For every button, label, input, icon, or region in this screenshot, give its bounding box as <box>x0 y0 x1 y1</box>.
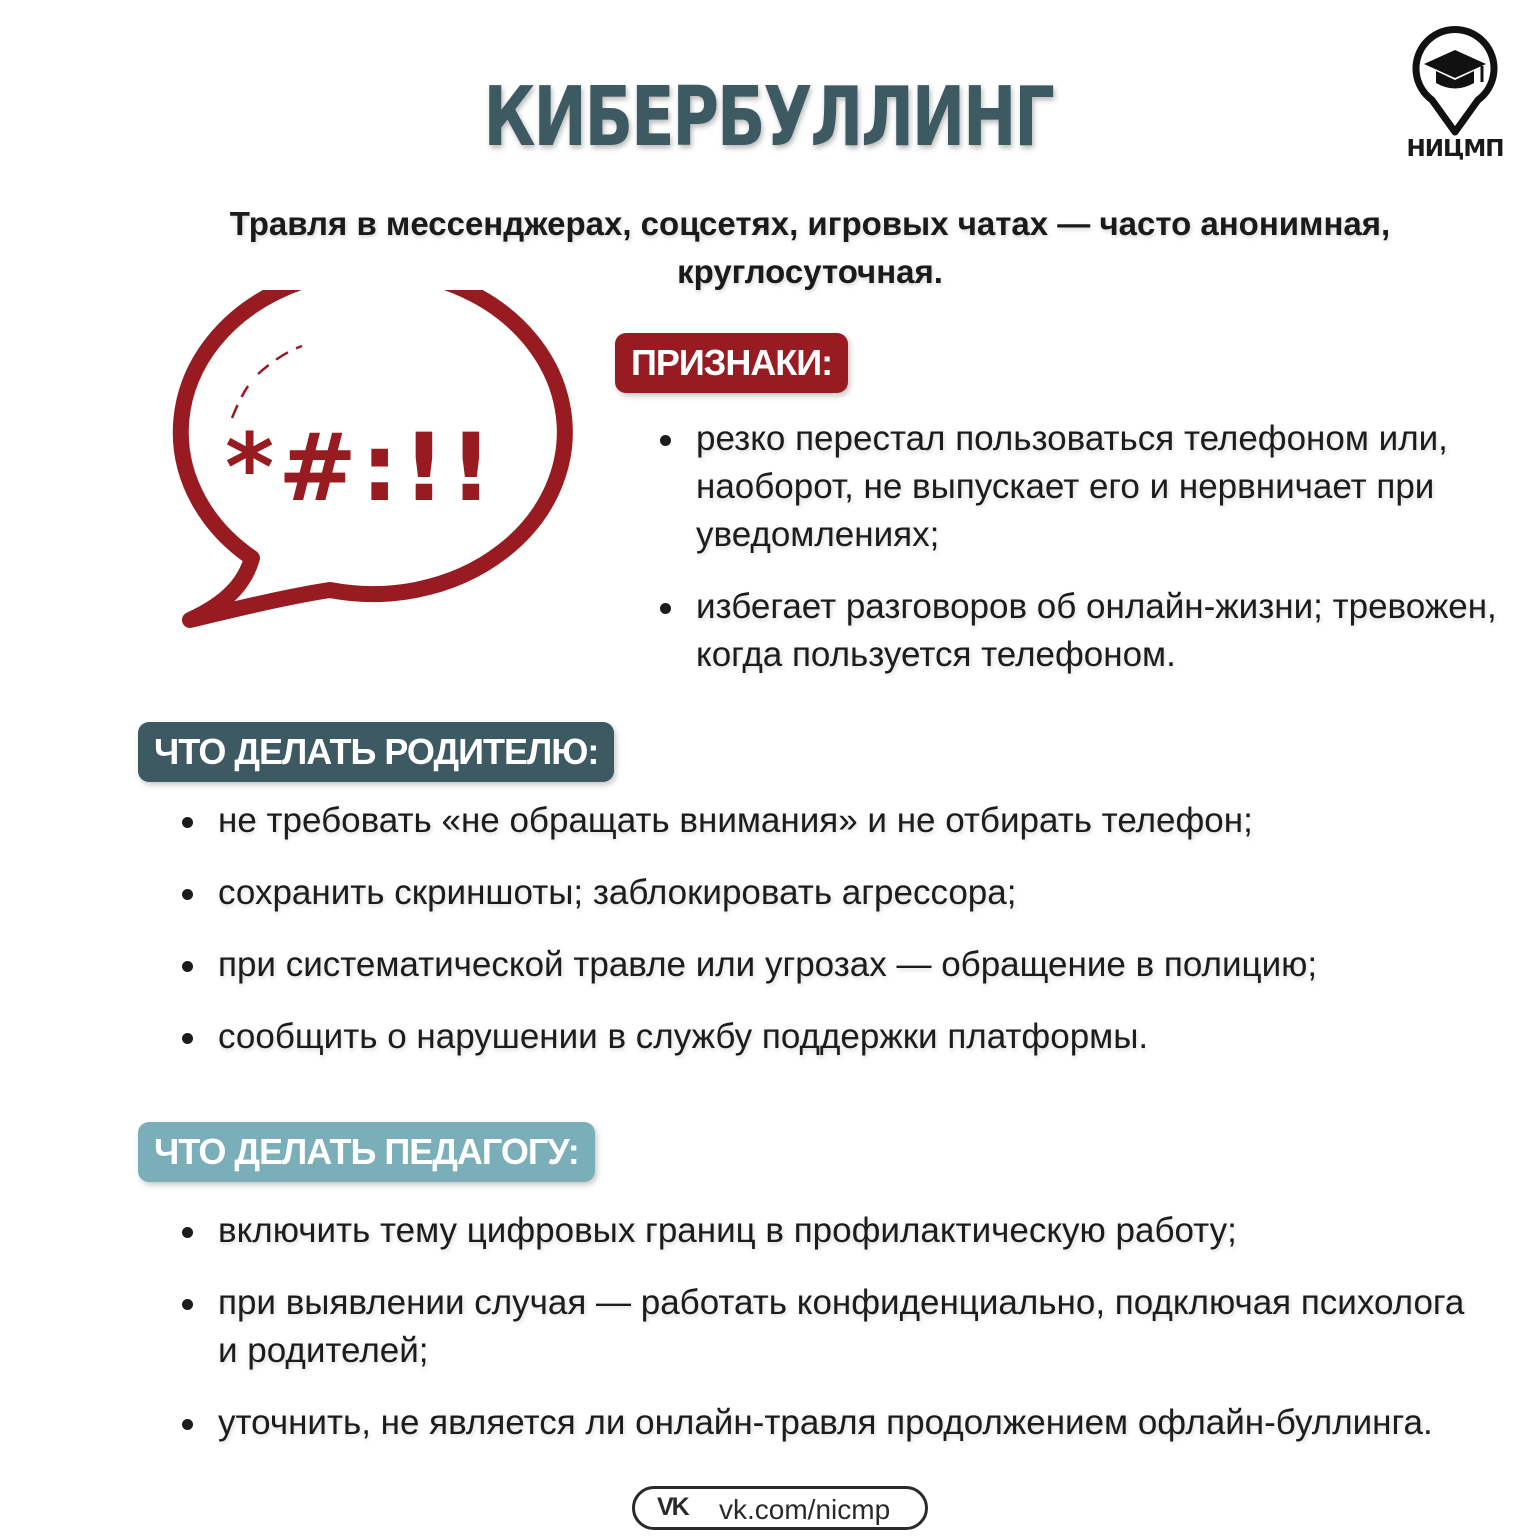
swear-symbols: *#:!! <box>225 414 497 523</box>
page-title: КИБЕРБУЛЛИНГ <box>483 70 1053 165</box>
list-item: сохранить скриншоты; заблокировать агрессора; <box>180 869 1480 917</box>
logo <box>1396 20 1514 162</box>
speech-bubble-swear-icon <box>170 290 580 645</box>
signs-list <box>658 415 1498 703</box>
graduation-cap-pin-icon <box>1410 20 1500 138</box>
list-item: сообщить о нарушении в службу поддержки платформы. <box>180 1013 1480 1061</box>
vk-url[interactable]: vk.com/nicmp <box>719 1494 891 1525</box>
teacher-list <box>180 1207 1480 1471</box>
list-item: включить тему цифровых границ в профилактическую работу; <box>180 1207 1480 1255</box>
parent-heading: ЧТО ДЕЛАТЬ РОДИТЕЛЮ: <box>138 722 614 782</box>
list-item: избегает разговоров об онлайн-жизни; тревожен, когда пользуется телефоном. <box>658 583 1498 679</box>
subtitle: Травля в мессенджерах, соцсетях, игровых чатах — часто анонимная, круглосуточная. <box>229 205 1391 290</box>
list-item: уточнить, не является ли онлайн-травля продолжением офлайн-буллинга. <box>180 1399 1480 1447</box>
logo-text: НИЦМП <box>1406 136 1504 162</box>
teacher-heading: ЧТО ДЕЛАТЬ ПЕДАГОГУ: <box>138 1122 595 1182</box>
list-item: при систематической травле или угрозах — обращение в полицию; <box>180 941 1480 989</box>
parent-list <box>180 797 1480 1085</box>
list-item: не требовать «не обращать внимания» и не отбирать телефон; <box>180 797 1480 845</box>
vk-icon: VK <box>657 1493 688 1521</box>
list-item: резко перестал пользоваться телефоном или, наоборот, не выпускает его и нервничает при уведомлениях; <box>658 415 1498 559</box>
signs-heading: ПРИЗНАКИ: <box>615 333 848 393</box>
list-item: при выявлении случая — работать конфиденциально, подключая психолога и родителей; <box>180 1279 1480 1375</box>
vk-link[interactable] <box>632 1486 928 1530</box>
